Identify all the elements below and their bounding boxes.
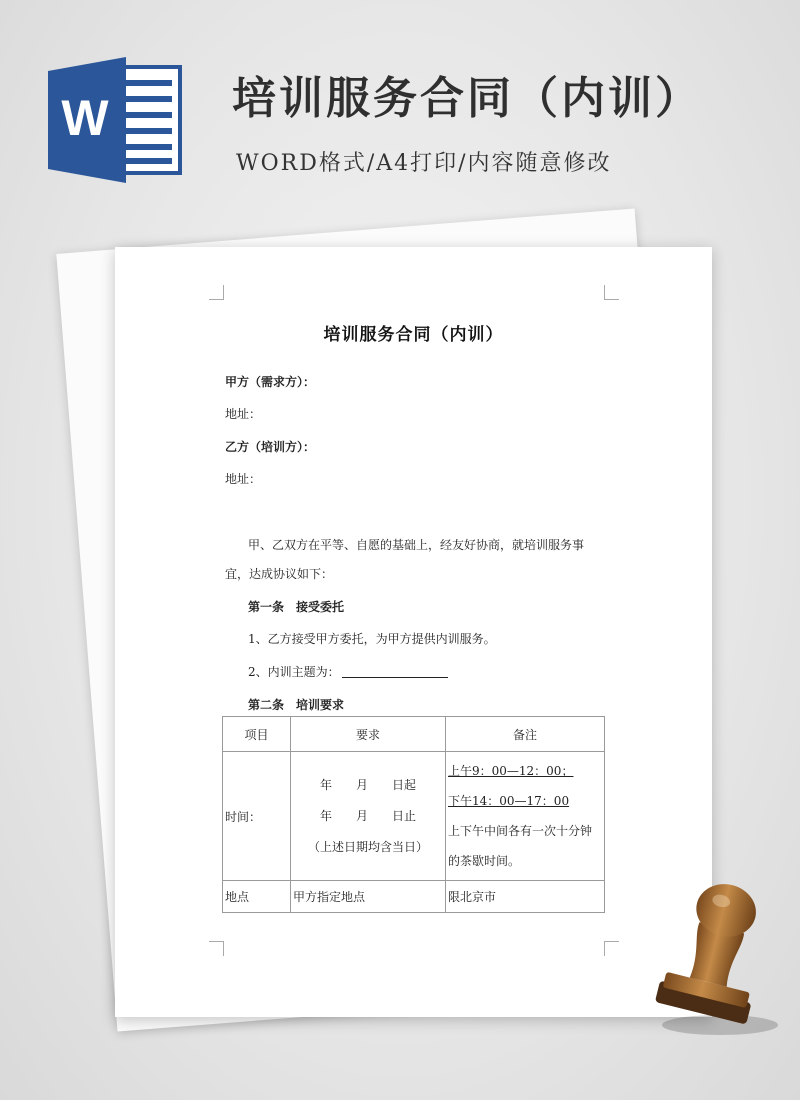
training-topic-blank (342, 665, 448, 678)
break-note-1: 上下午中间各有一次十分钟 (448, 824, 593, 838)
afternoon-hours: 下午14：00—17：00 (448, 794, 570, 808)
location-requirement: 甲方指定地点 (291, 881, 446, 913)
article-1-item-2 (248, 663, 448, 680)
training-requirements-table (222, 716, 605, 913)
table-row-time (223, 752, 605, 881)
document-title: 培训服务合同（内训） (323, 325, 504, 345)
table-header-row (223, 717, 605, 752)
time-requirement (291, 752, 446, 881)
party-b-label: 乙方（培训方）： (225, 440, 316, 454)
party-a-address: 地址： (225, 407, 262, 421)
party-b-address: 地址： (225, 472, 262, 486)
header-note: 备注 (446, 717, 605, 752)
svg-text:W: W (61, 90, 109, 146)
time-date-note: （上述日期均含当日） (307, 839, 428, 854)
break-note-2: 的茶歇时间。 (448, 854, 521, 868)
time-label: 时间： (223, 752, 291, 881)
article-1-title: 第一条 接受委托 (248, 600, 345, 614)
main-title: 培训服务合同（内训） (232, 73, 702, 124)
morning-hours: 上午9：00—12：00； (448, 764, 574, 778)
party-a-label: 甲方（需求方）： (225, 375, 316, 389)
location-note: 限北京市 (446, 881, 605, 913)
training-topic-label: 2、内训主题为： (248, 665, 340, 679)
header-item: 项目 (223, 717, 291, 752)
subtitle: WORD格式/A4打印/内容随意修改 (236, 151, 612, 176)
crop-mark-top-right (604, 285, 619, 300)
crop-mark-bottom-right (604, 941, 619, 956)
header-requirement: 要求 (291, 717, 446, 752)
document-page (115, 247, 712, 1017)
crop-mark-top-left (209, 285, 224, 300)
time-end: 年 月 日止 (319, 808, 416, 823)
wooden-stamp-icon (650, 875, 780, 1040)
time-start: 年 月 日起 (319, 777, 416, 792)
time-note (446, 752, 605, 881)
crop-mark-bottom-left (209, 941, 224, 956)
article-1-item-1: 1、乙方接受甲方委托，为甲方提供内训服务。 (248, 632, 496, 646)
intro-line-1: 甲、乙双方在平等、自愿的基础上，经友好协商，就培训服务事 (248, 538, 585, 552)
intro-line-2: 宜，达成协议如下： (225, 567, 334, 581)
table-row-location (223, 881, 605, 913)
word-logo-icon (48, 57, 183, 183)
location-label: 地点 (223, 881, 291, 913)
article-2-title: 第二条 培训要求 (248, 698, 345, 712)
